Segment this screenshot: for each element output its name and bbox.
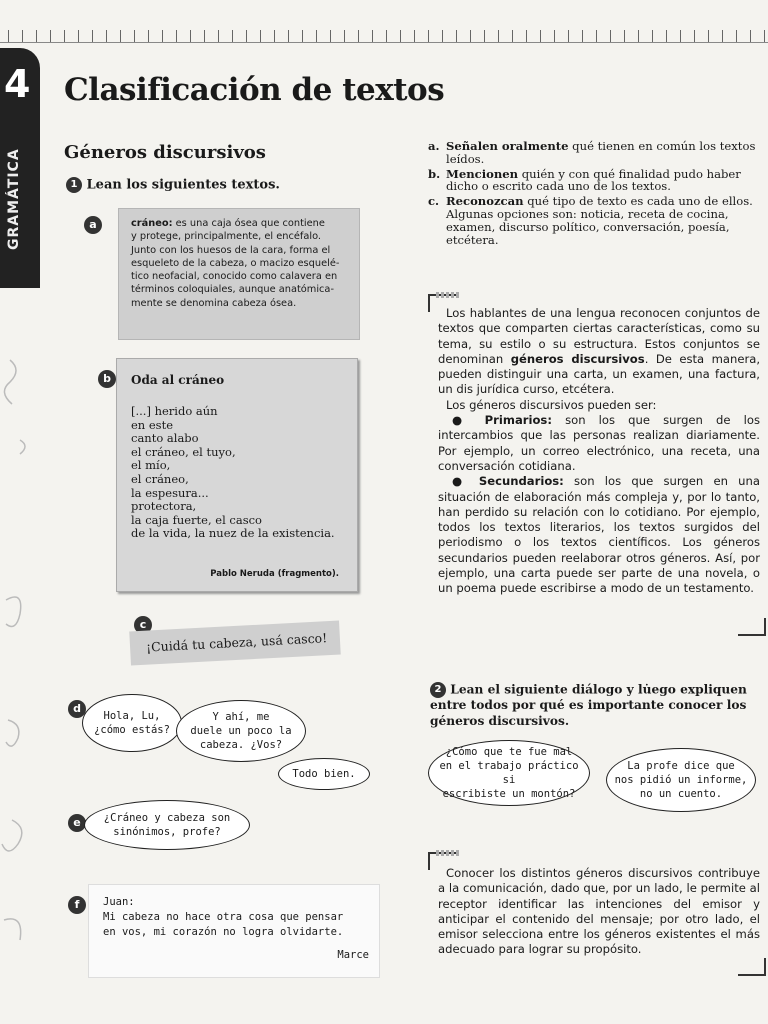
poem-line: canto alabo bbox=[131, 431, 199, 446]
ruler-tick bbox=[400, 30, 401, 42]
activity-1-text: Lean los siguientes textos. bbox=[86, 177, 280, 193]
text-c-slogan: ¡Cuidá tu cabeza, usá casco! bbox=[145, 630, 328, 655]
ruler-tick bbox=[666, 30, 667, 42]
ruler-tick bbox=[414, 30, 415, 42]
ruler-tick bbox=[204, 30, 205, 42]
poem-credit: Pablo Neruda (fragmento). bbox=[210, 569, 339, 579]
text-a-line: términos coloquiales, aunque anatómica- bbox=[131, 284, 334, 296]
bubble-line: La profe dice que bbox=[627, 760, 735, 772]
activity-2-number: 2 bbox=[430, 682, 446, 698]
activity-2-text: Lean el siguiente diálogo y lu̇ego expliquen entre todos por qué es importante conocer los géneros discursivos. bbox=[430, 682, 747, 728]
question-item bbox=[428, 195, 763, 246]
ruler-tick bbox=[316, 30, 317, 42]
ruler-tick bbox=[624, 30, 625, 42]
activity-1-questions bbox=[428, 140, 763, 248]
note-text bbox=[103, 895, 371, 940]
ruler-tick bbox=[456, 30, 457, 42]
ruler-tick bbox=[50, 30, 51, 42]
ruler-tick bbox=[302, 30, 303, 42]
ruler-tick bbox=[64, 30, 65, 42]
text-f-note bbox=[88, 884, 380, 978]
ruler-tick bbox=[22, 30, 23, 42]
text-d-badge: d bbox=[68, 700, 86, 718]
ruler-tick bbox=[344, 30, 345, 42]
chat-bubble-question bbox=[84, 800, 250, 850]
theory-intro: Los hablantes de una lengua reconocen conjuntos de textos que comparten ciertas características, como su tema, su estilo o su estructura. Estos conjuntos se denominan bbox=[438, 306, 760, 366]
ruler-tick bbox=[218, 30, 219, 42]
ruler-tick bbox=[750, 30, 751, 42]
ruler-tick bbox=[232, 30, 233, 42]
text-a-line: es una caja ósea que contiene bbox=[175, 218, 325, 229]
ruler-tick bbox=[722, 30, 723, 42]
text-c-box bbox=[129, 621, 340, 666]
ruler-tick bbox=[134, 30, 135, 42]
ruler-tick bbox=[8, 30, 9, 42]
bubble-line: duele un poco la bbox=[190, 725, 292, 737]
ruler-tick bbox=[526, 30, 527, 42]
question-text: qué tipo de texto es cada uno de ellos. Algunas opciones son: noticia, receta de cocina, examen, discurso político, conversación, poesía, etcétera. bbox=[446, 194, 753, 247]
ruler-tick bbox=[162, 30, 163, 42]
poem-line: el cráneo, bbox=[131, 471, 189, 486]
poem-line: [...] herido aún bbox=[131, 404, 218, 418]
section-tab-label: GRAMÁTICA bbox=[6, 148, 22, 250]
dialog-bubble-2 bbox=[606, 748, 756, 812]
bubble-line: en el trabajo práctico si bbox=[439, 760, 579, 786]
secondary-text: son los que surgen en una situación de elaboración más compleja y, por lo tanto, han perdido su relación con lo cotidiano. Por ejemplo, todos los textos literarios, los textos surgidos del periodismo o los textos científicos. Los géneros secundarios pueden reelaborar otros géneros. Así, por ejemplo, una carta puede ser parte de una novela, o un poema puede escribirse a modo de un testamento. bbox=[438, 474, 760, 596]
ruler-tick bbox=[260, 30, 261, 42]
ruler-tick bbox=[288, 30, 289, 42]
text-b-badge: b bbox=[98, 370, 116, 388]
bubble-line: Todo bien. bbox=[292, 768, 356, 780]
ruler-tick bbox=[498, 30, 499, 42]
page-title: Clasificación de textos bbox=[64, 72, 445, 108]
question-text: quién y con qué finalidad pudo haber dicho o escrito cada uno de los textos. bbox=[446, 166, 741, 194]
text-a-term: cráneo: bbox=[131, 218, 173, 229]
ruler-tick bbox=[386, 30, 387, 42]
text-a-line: Junto con los huesos de la cara, forma el bbox=[131, 244, 331, 256]
bubble-line: ¿Cómo que te fue mal bbox=[445, 746, 573, 758]
question-verb: Reconozcan bbox=[446, 194, 524, 209]
note-line: en vos, mi corazón no logra olvidarte. bbox=[103, 926, 344, 938]
primary-text: son los que surgen de los intercambios que las personas realizan diariamente. Por ejemplo, un correo electrónico, una receta, una conversación cotidiana. bbox=[438, 413, 760, 473]
question-item bbox=[428, 168, 763, 194]
question-text: qué tienen en común los textos leídos. bbox=[446, 139, 756, 166]
question-letter: b. bbox=[428, 166, 441, 181]
ruler-tick bbox=[470, 30, 471, 42]
ruler-tick bbox=[78, 30, 79, 42]
ruler-tick bbox=[610, 30, 611, 42]
page-ruler bbox=[0, 28, 768, 43]
ruler-tick bbox=[554, 30, 555, 42]
question-verb: Mencionen bbox=[446, 166, 519, 181]
ruler-tick bbox=[736, 30, 737, 42]
text-a-badge: a bbox=[84, 216, 102, 234]
bubble-line: no un cuento. bbox=[639, 788, 723, 800]
poem-line: de la vida, la nuez de la existencia. bbox=[131, 526, 335, 541]
question-item bbox=[428, 140, 763, 166]
text-c-badge: c bbox=[134, 616, 152, 634]
ruler-tick bbox=[148, 30, 149, 42]
ruler-tick bbox=[582, 30, 583, 42]
chat-bubble-greeting bbox=[82, 694, 182, 752]
ruler-tick bbox=[652, 30, 653, 42]
chat-bubble-reply bbox=[176, 700, 306, 762]
ruler-tick bbox=[764, 30, 765, 42]
text-b-box bbox=[116, 358, 358, 592]
theory-box-corner bbox=[738, 958, 766, 976]
primary-label: Primarios: bbox=[484, 413, 552, 428]
dialog-bubble-1 bbox=[428, 740, 590, 806]
decorative-doodles bbox=[0, 300, 48, 1000]
note-greeting: Juan: bbox=[103, 896, 135, 908]
ruler-tick bbox=[638, 30, 639, 42]
text-a-content bbox=[131, 217, 353, 310]
poem-line: la espesura... bbox=[131, 485, 209, 500]
ruler-tick bbox=[428, 30, 429, 42]
ruler-tick bbox=[246, 30, 247, 42]
poem-line: el mío, bbox=[131, 458, 171, 473]
theory-genres: Los hablantes de una lengua reconocen conjuntos de textos que comparten ciertas características, como su tema, su estilo o su estructura. Estos conjuntos se denominan géneros discursivos. De esta manera, pueden distinguir una carta, un examen, una factura, un dis jurídica curso, etcétera. Los géneros discursivos pueden ser: ● Primarios: son los que surgen de los intercambios que las personas realizan diariamente. Por ejemplo, un correo electrónico, una receta, una conversación cotidiana. ● Secundarios: son los que surgen en una situación de elaboración más compleja y, por lo tanto, han perdido su relación con lo cotidiano. Por ejemplo, todos los textos literarios, los textos surgidos del periodismo o los textos científicos. Los géneros secundarios pueden reelaborar otros géneros. Así, por ejemplo, una carta puede ser parte de una novela, o un poema puede escribirse a modo de un testamento. bbox=[438, 306, 761, 596]
bubble-line: cabeza. ¿Vos? bbox=[199, 739, 283, 751]
ruler-tick bbox=[106, 30, 107, 42]
note-line: Mi cabeza no hace otra cosa que pensar bbox=[103, 911, 344, 923]
theory-types-intro: Los géneros discursivos pueden ser: bbox=[446, 397, 657, 412]
poem-line: protectora, bbox=[131, 499, 197, 514]
text-a-line: tico neofacial, conocido como calavera en bbox=[131, 271, 338, 283]
bubble-line: Hola, Lu, bbox=[103, 710, 161, 722]
theory-box-marks bbox=[436, 292, 459, 298]
ruler-tick bbox=[176, 30, 177, 42]
poem-line: el cráneo, el tuyo, bbox=[131, 444, 236, 459]
ruler-tick bbox=[274, 30, 275, 42]
ruler-tick bbox=[120, 30, 121, 42]
question-letter: c. bbox=[428, 194, 440, 209]
activity-1-instruction bbox=[66, 177, 280, 193]
ruler-tick bbox=[540, 30, 541, 42]
ruler-tick bbox=[92, 30, 93, 42]
bubble-line: nos pidió un informe, bbox=[614, 774, 748, 786]
text-a-line: y protege, principalmente, el encéfalo. bbox=[131, 231, 322, 243]
section-subtitle: Géneros discursivos bbox=[64, 142, 266, 163]
bubble-line: escribiste un montón? bbox=[442, 788, 576, 800]
poem-line: en este bbox=[131, 417, 174, 432]
text-f-badge: f bbox=[68, 896, 86, 914]
ruler-tick bbox=[330, 30, 331, 42]
question-verb: Señalen oralmente bbox=[446, 139, 569, 153]
note-signature: Marce bbox=[337, 949, 369, 961]
text-e-badge: e bbox=[68, 814, 86, 832]
activity-2-instruction bbox=[430, 682, 760, 729]
question-letter: a. bbox=[428, 139, 440, 153]
theory-importance: Conocer los distintos géneros discursivos contribuye a la comunicación, dado que, por un lado, le permite al receptor identificar las intenciones del emisor y anticipar el contenido del mensaje; por otro lado, el emisor selecciona entre los géneros existentes el más adecuado para lograr su propósito. bbox=[438, 866, 760, 957]
ruler-tick bbox=[680, 30, 681, 42]
text-a-line: esqueleto de la cabeza, o macizo esquelé- bbox=[131, 257, 340, 269]
ruler-tick bbox=[358, 30, 359, 42]
poem-title: Oda al cráneo bbox=[131, 373, 225, 387]
bubble-line: ¿cómo estás? bbox=[94, 724, 170, 736]
secondary-label: Secundarios: bbox=[478, 474, 564, 489]
bubble-line: sinónimos, profe? bbox=[113, 826, 221, 838]
theory-box-corner bbox=[738, 618, 766, 636]
ruler-tick bbox=[708, 30, 709, 42]
chat-bubble-answer bbox=[278, 758, 370, 790]
ruler-tick bbox=[568, 30, 569, 42]
ruler-tick bbox=[442, 30, 443, 42]
poem-lines bbox=[131, 405, 335, 541]
ruler-tick bbox=[512, 30, 513, 42]
bubble-line: ¿Cráneo y cabeza son bbox=[103, 812, 231, 824]
ruler-tick bbox=[36, 30, 37, 42]
theory-key-term: géneros discursivos bbox=[510, 351, 645, 366]
activity-1-number: 1 bbox=[66, 177, 82, 193]
ruler-tick bbox=[372, 30, 373, 42]
bubble-line: Y ahí, me bbox=[212, 711, 270, 723]
poem-line: la caja fuerte, el casco bbox=[131, 512, 262, 527]
ruler-tick bbox=[190, 30, 191, 42]
ruler-tick bbox=[694, 30, 695, 42]
text-a-line: mente se denomina cabeza ósea. bbox=[131, 297, 297, 309]
ruler-tick bbox=[596, 30, 597, 42]
ruler-tick bbox=[484, 30, 485, 42]
chapter-number: 4 bbox=[4, 62, 31, 106]
theory-box-marks bbox=[436, 850, 459, 856]
theory-intro-end: . De esta manera, pueden distinguir una carta, un examen, una factura, un dis jurídica curso, etcétera. bbox=[438, 351, 761, 397]
text-a-box bbox=[118, 208, 360, 340]
